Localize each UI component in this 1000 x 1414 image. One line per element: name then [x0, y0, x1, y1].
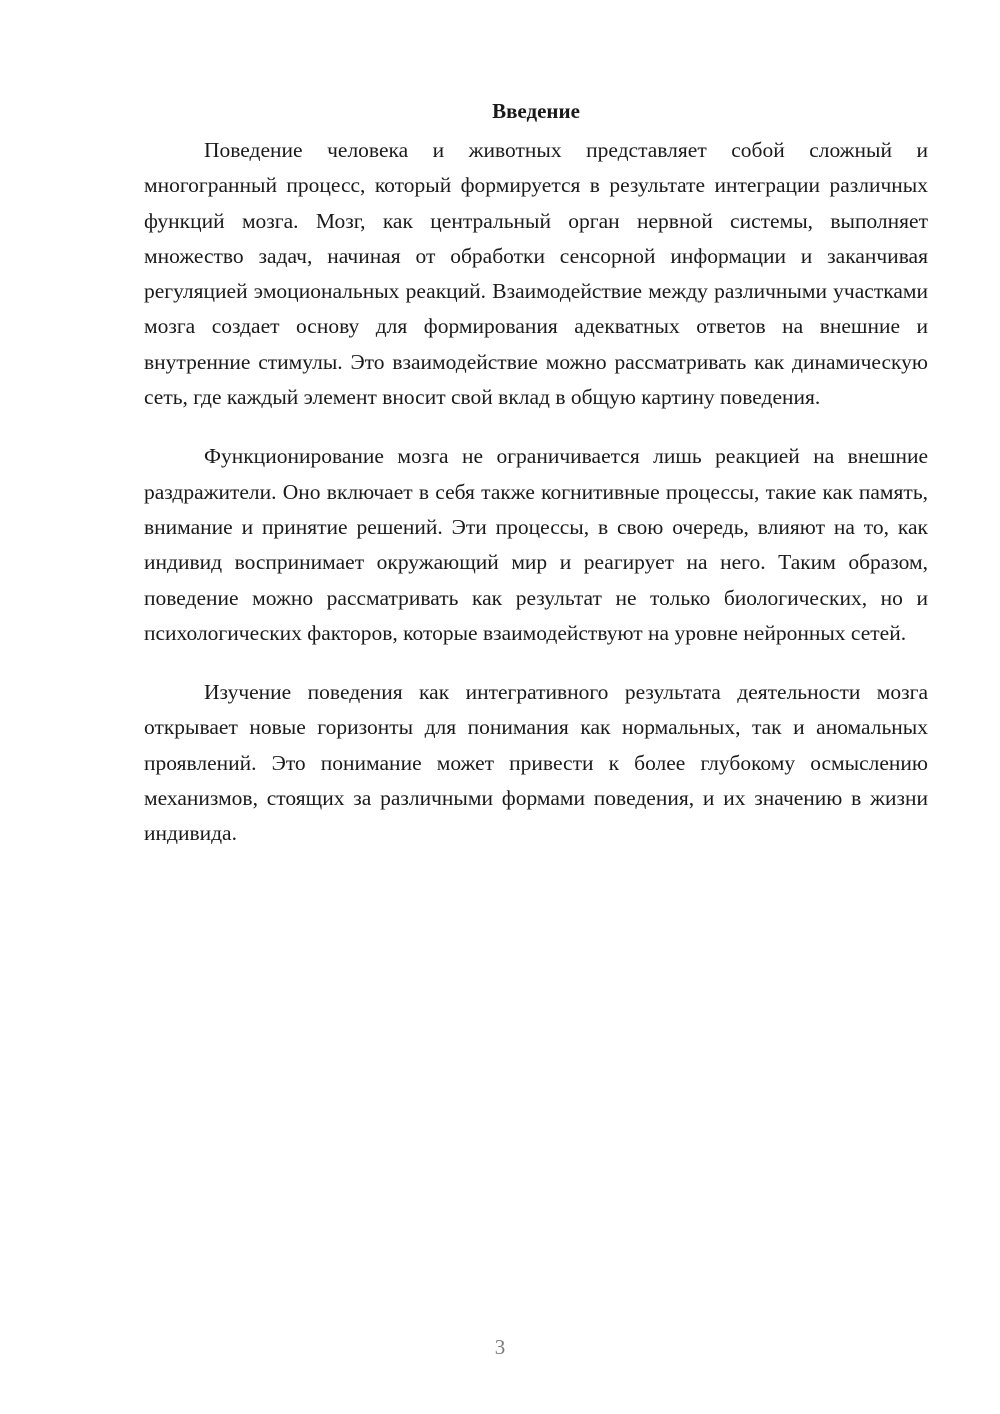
section-heading: Введение: [492, 99, 580, 123]
paragraph-1: Поведение человека и животных представляет собой сложный и многогранный процесс, который формируется в результате интеграции различных функций мозга. Мозг, как центральный орган нервной системы, выполняет множество задач, начиная от обработки сенсорной информации и заканчивая регуляцией эмоциональных реакций. Взаимодействие между различными участками мозга создает основу для формирования адекватных ответов на внешние и внутренние стимулы. Это взаимодействие можно рассматривать как динамическую сеть, где каждый элемент вносит свой вклад в общую картину поведения.: [144, 138, 928, 410]
page-content: [144, 92, 928, 876]
page-number: 3: [494, 1335, 506, 1359]
paragraph-2: Функционирование мозга не ограничивается лишь реакцией на внешние раздражители. Оно включает в себя также когнитивные процессы, такие как память, внимание и принятие решений. Эти процессы, в свою очередь, влияют на то, как индивид воспринимает окружающий мир и реагирует на него. Таким образом, поведение можно рассматривать как результат не только биологических, но и психологических факторов, которые взаимодействуют на уровне нейронных сетей.: [144, 444, 928, 645]
paragraph-3: Изучение поведения как интегративного результата деятельности мозга открывает новые горизонты для понимания как нормальных, так и аномальных проявлений. Это понимание может привести к более глубокому осмыслению механизмов, стоящих за различными формами поведения, и их значению в жизни индивида.: [144, 680, 928, 846]
